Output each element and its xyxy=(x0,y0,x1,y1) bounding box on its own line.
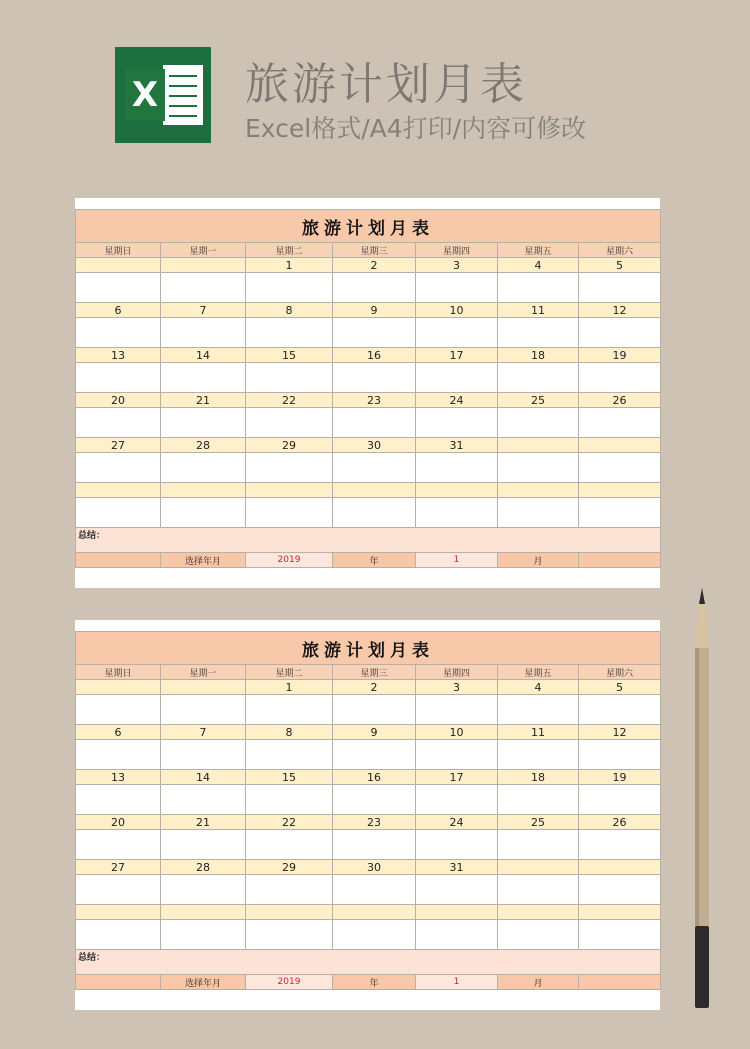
plan-cell[interactable] xyxy=(246,273,333,303)
year-unit: 年 xyxy=(333,553,416,568)
plan-cell[interactable] xyxy=(76,363,161,393)
plan-cell[interactable] xyxy=(246,318,333,348)
plan-cell[interactable] xyxy=(333,273,416,303)
date-cell[interactable]: 20 xyxy=(76,815,161,830)
date-cell[interactable]: 1 xyxy=(246,258,333,273)
plan-cell[interactable] xyxy=(333,875,416,905)
date-cell[interactable]: 30 xyxy=(333,438,416,453)
plan-cell[interactable] xyxy=(416,363,498,393)
date-cell[interactable]: 16 xyxy=(333,348,416,363)
date-cell[interactable]: 25 xyxy=(498,393,579,408)
plan-cell[interactable] xyxy=(246,785,333,815)
plan-cell[interactable] xyxy=(246,740,333,770)
date-cell[interactable]: 22 xyxy=(246,815,333,830)
date-cell[interactable]: 31 xyxy=(416,860,498,875)
date-cell[interactable] xyxy=(498,483,579,498)
date-cell[interactable] xyxy=(579,483,661,498)
date-cell[interactable]: 23 xyxy=(333,393,416,408)
plan-cell[interactable] xyxy=(161,363,246,393)
date-cell[interactable] xyxy=(161,258,246,273)
weekday-header: 星期二 xyxy=(246,243,333,258)
date-cell[interactable]: 12 xyxy=(579,725,661,740)
date-cell[interactable] xyxy=(76,905,161,920)
plan-cell[interactable] xyxy=(76,785,161,815)
date-cell[interactable]: 22 xyxy=(246,393,333,408)
select-spacer xyxy=(76,975,161,990)
plan-cell[interactable] xyxy=(76,498,161,528)
plan-cell[interactable] xyxy=(161,875,246,905)
date-cell[interactable]: 5 xyxy=(579,258,661,273)
year-select[interactable]: 2019 xyxy=(246,975,333,990)
date-cell[interactable] xyxy=(246,905,333,920)
plan-cell[interactable] xyxy=(76,875,161,905)
date-cell[interactable] xyxy=(161,680,246,695)
plan-cell[interactable] xyxy=(498,920,579,950)
plan-cell[interactable] xyxy=(579,875,661,905)
date-cell[interactable]: 18 xyxy=(498,770,579,785)
summary-cell[interactable]: 总结： xyxy=(76,528,661,553)
plan-cell[interactable] xyxy=(76,318,161,348)
plan-cell[interactable] xyxy=(416,318,498,348)
date-cell[interactable]: 3 xyxy=(416,680,498,695)
date-cell[interactable] xyxy=(161,905,246,920)
date-cell[interactable]: 9 xyxy=(333,725,416,740)
date-cell[interactable]: 11 xyxy=(498,303,579,318)
date-cell[interactable]: 4 xyxy=(498,680,579,695)
date-cell[interactable]: 4 xyxy=(498,258,579,273)
date-cell[interactable]: 21 xyxy=(161,815,246,830)
plan-cell[interactable] xyxy=(579,498,661,528)
plan-cell[interactable] xyxy=(161,318,246,348)
year-month-label: 选择年月 xyxy=(161,975,246,990)
date-cell[interactable]: 12 xyxy=(579,303,661,318)
plan-cell[interactable] xyxy=(416,498,498,528)
plan-cell[interactable] xyxy=(579,273,661,303)
weekday-header: 星期一 xyxy=(161,243,246,258)
date-cell[interactable]: 15 xyxy=(246,348,333,363)
date-cell[interactable] xyxy=(498,438,579,453)
month-select[interactable]: 1 xyxy=(416,975,498,990)
month-select[interactable]: 1 xyxy=(416,553,498,568)
date-cell[interactable]: 8 xyxy=(246,725,333,740)
plan-cell[interactable] xyxy=(579,830,661,860)
weekday-header: 星期日 xyxy=(76,243,161,258)
excel-icon xyxy=(115,47,211,143)
plan-cell[interactable] xyxy=(498,785,579,815)
date-cell[interactable]: 23 xyxy=(333,815,416,830)
plan-cell[interactable] xyxy=(416,273,498,303)
plan-cell[interactable] xyxy=(333,785,416,815)
plan-cell[interactable] xyxy=(333,453,416,483)
date-cell[interactable]: 26 xyxy=(579,815,661,830)
plan-cell[interactable] xyxy=(333,695,416,725)
plan-cell[interactable] xyxy=(333,318,416,348)
calendar-title: 旅游计划月表 xyxy=(76,210,661,243)
date-cell[interactable] xyxy=(333,905,416,920)
plan-cell[interactable] xyxy=(333,920,416,950)
plan-cell[interactable] xyxy=(76,408,161,438)
plan-cell[interactable] xyxy=(498,740,579,770)
month-unit: 月 xyxy=(498,975,579,990)
date-cell[interactable]: 24 xyxy=(416,393,498,408)
select-spacer xyxy=(579,553,661,568)
date-cell[interactable] xyxy=(579,905,661,920)
plan-cell[interactable] xyxy=(498,498,579,528)
date-cell[interactable] xyxy=(76,680,161,695)
date-cell[interactable]: 18 xyxy=(498,348,579,363)
date-cell[interactable]: 28 xyxy=(161,438,246,453)
date-cell[interactable]: 19 xyxy=(579,770,661,785)
date-cell[interactable]: 21 xyxy=(161,393,246,408)
calendar-sheet-1 xyxy=(75,198,660,588)
plan-cell[interactable] xyxy=(498,695,579,725)
plan-cell[interactable] xyxy=(416,408,498,438)
pencil-icon xyxy=(693,588,711,1008)
plan-cell[interactable] xyxy=(498,453,579,483)
plan-cell[interactable] xyxy=(161,408,246,438)
year-unit: 年 xyxy=(333,975,416,990)
date-cell[interactable] xyxy=(161,483,246,498)
date-cell[interactable]: 7 xyxy=(161,303,246,318)
plan-cell[interactable] xyxy=(579,920,661,950)
plan-cell[interactable] xyxy=(161,453,246,483)
date-cell[interactable] xyxy=(416,483,498,498)
date-cell[interactable]: 30 xyxy=(333,860,416,875)
plan-cell[interactable] xyxy=(246,498,333,528)
date-cell[interactable] xyxy=(333,483,416,498)
date-cell[interactable]: 29 xyxy=(246,438,333,453)
plan-cell[interactable] xyxy=(333,498,416,528)
plan-cell[interactable] xyxy=(498,273,579,303)
weekday-header: 星期六 xyxy=(579,243,661,258)
year-month-label: 选择年月 xyxy=(161,553,246,568)
plan-cell[interactable] xyxy=(416,453,498,483)
plan-cell[interactable] xyxy=(416,740,498,770)
date-cell[interactable]: 20 xyxy=(76,393,161,408)
date-cell[interactable]: 15 xyxy=(246,770,333,785)
date-cell[interactable]: 7 xyxy=(161,725,246,740)
plan-cell[interactable] xyxy=(498,408,579,438)
date-cell[interactable]: 17 xyxy=(416,348,498,363)
plan-cell[interactable] xyxy=(333,363,416,393)
calendar-table xyxy=(75,209,661,568)
date-cell[interactable]: 6 xyxy=(76,725,161,740)
plan-cell[interactable] xyxy=(416,830,498,860)
date-cell[interactable] xyxy=(76,258,161,273)
date-cell[interactable]: 9 xyxy=(333,303,416,318)
page-subtitle: Excel格式/A4打印/内容可修改 xyxy=(245,114,587,143)
plan-cell[interactable] xyxy=(161,785,246,815)
date-cell[interactable]: 11 xyxy=(498,725,579,740)
month-unit: 月 xyxy=(498,553,579,568)
date-cell[interactable]: 5 xyxy=(579,680,661,695)
calendar-table xyxy=(75,631,661,990)
date-cell[interactable]: 10 xyxy=(416,725,498,740)
date-cell[interactable] xyxy=(416,905,498,920)
plan-cell[interactable] xyxy=(76,273,161,303)
date-cell[interactable]: 27 xyxy=(76,438,161,453)
date-cell[interactable]: 25 xyxy=(498,815,579,830)
plan-cell[interactable] xyxy=(579,363,661,393)
plan-cell[interactable] xyxy=(416,920,498,950)
plan-cell[interactable] xyxy=(416,695,498,725)
date-cell[interactable]: 6 xyxy=(76,303,161,318)
plan-cell[interactable] xyxy=(498,830,579,860)
date-cell[interactable]: 28 xyxy=(161,860,246,875)
date-cell[interactable] xyxy=(579,438,661,453)
plan-cell[interactable] xyxy=(416,875,498,905)
plan-cell[interactable] xyxy=(333,740,416,770)
year-select[interactable]: 2019 xyxy=(246,553,333,568)
weekday-header: 星期五 xyxy=(498,243,579,258)
calendar-title: 旅游计划月表 xyxy=(76,632,661,665)
date-cell[interactable]: 16 xyxy=(333,770,416,785)
date-cell[interactable] xyxy=(246,483,333,498)
weekday-header: 星期三 xyxy=(333,665,416,680)
plan-cell[interactable] xyxy=(161,695,246,725)
plan-cell[interactable] xyxy=(246,920,333,950)
plan-cell[interactable] xyxy=(76,740,161,770)
plan-cell[interactable] xyxy=(498,363,579,393)
date-cell[interactable]: 14 xyxy=(161,770,246,785)
plan-cell[interactable] xyxy=(579,408,661,438)
spreadsheet-grid-icon xyxy=(163,65,203,125)
date-cell[interactable]: 13 xyxy=(76,770,161,785)
plan-cell[interactable] xyxy=(161,830,246,860)
weekday-header: 星期一 xyxy=(161,665,246,680)
date-cell[interactable] xyxy=(498,860,579,875)
weekday-header: 星期四 xyxy=(416,243,498,258)
date-cell[interactable]: 8 xyxy=(246,303,333,318)
weekday-header: 星期五 xyxy=(498,665,579,680)
plan-cell[interactable] xyxy=(161,740,246,770)
plan-cell[interactable] xyxy=(246,453,333,483)
weekday-header: 星期日 xyxy=(76,665,161,680)
weekday-header: 星期四 xyxy=(416,665,498,680)
plan-cell[interactable] xyxy=(498,875,579,905)
summary-cell[interactable]: 总结： xyxy=(76,950,661,975)
plan-cell[interactable] xyxy=(579,453,661,483)
plan-cell[interactable] xyxy=(76,453,161,483)
date-cell[interactable] xyxy=(579,860,661,875)
date-cell[interactable]: 13 xyxy=(76,348,161,363)
date-cell[interactable]: 10 xyxy=(416,303,498,318)
plan-cell[interactable] xyxy=(161,498,246,528)
date-cell[interactable]: 1 xyxy=(246,680,333,695)
date-cell[interactable]: 2 xyxy=(333,258,416,273)
weekday-header: 星期二 xyxy=(246,665,333,680)
plan-cell[interactable] xyxy=(579,318,661,348)
excel-logo-letter: X xyxy=(125,69,165,121)
date-cell[interactable]: 3 xyxy=(416,258,498,273)
plan-cell[interactable] xyxy=(246,363,333,393)
plan-cell[interactable] xyxy=(161,273,246,303)
date-cell[interactable]: 29 xyxy=(246,860,333,875)
date-cell[interactable]: 26 xyxy=(579,393,661,408)
date-cell[interactable]: 27 xyxy=(76,860,161,875)
plan-cell[interactable] xyxy=(161,920,246,950)
date-cell[interactable] xyxy=(498,905,579,920)
plan-cell[interactable] xyxy=(76,830,161,860)
date-cell[interactable]: 24 xyxy=(416,815,498,830)
plan-cell[interactable] xyxy=(333,830,416,860)
plan-cell[interactable] xyxy=(498,318,579,348)
plan-cell[interactable] xyxy=(579,695,661,725)
plan-cell[interactable] xyxy=(76,695,161,725)
select-spacer xyxy=(76,553,161,568)
page-title: 旅游计划月表 xyxy=(245,59,527,110)
calendar-sheet-2 xyxy=(75,620,660,1010)
date-cell[interactable]: 14 xyxy=(161,348,246,363)
date-cell[interactable]: 19 xyxy=(579,348,661,363)
weekday-header: 星期六 xyxy=(579,665,661,680)
date-cell[interactable]: 2 xyxy=(333,680,416,695)
date-cell[interactable]: 31 xyxy=(416,438,498,453)
select-spacer xyxy=(579,975,661,990)
plan-cell[interactable] xyxy=(246,830,333,860)
plan-cell[interactable] xyxy=(76,920,161,950)
plan-cell[interactable] xyxy=(246,695,333,725)
plan-cell[interactable] xyxy=(416,785,498,815)
plan-cell[interactable] xyxy=(246,875,333,905)
date-cell[interactable] xyxy=(76,483,161,498)
plan-cell[interactable] xyxy=(246,408,333,438)
plan-cell[interactable] xyxy=(579,785,661,815)
date-cell[interactable]: 17 xyxy=(416,770,498,785)
plan-cell[interactable] xyxy=(333,408,416,438)
weekday-header: 星期三 xyxy=(333,243,416,258)
plan-cell[interactable] xyxy=(579,740,661,770)
